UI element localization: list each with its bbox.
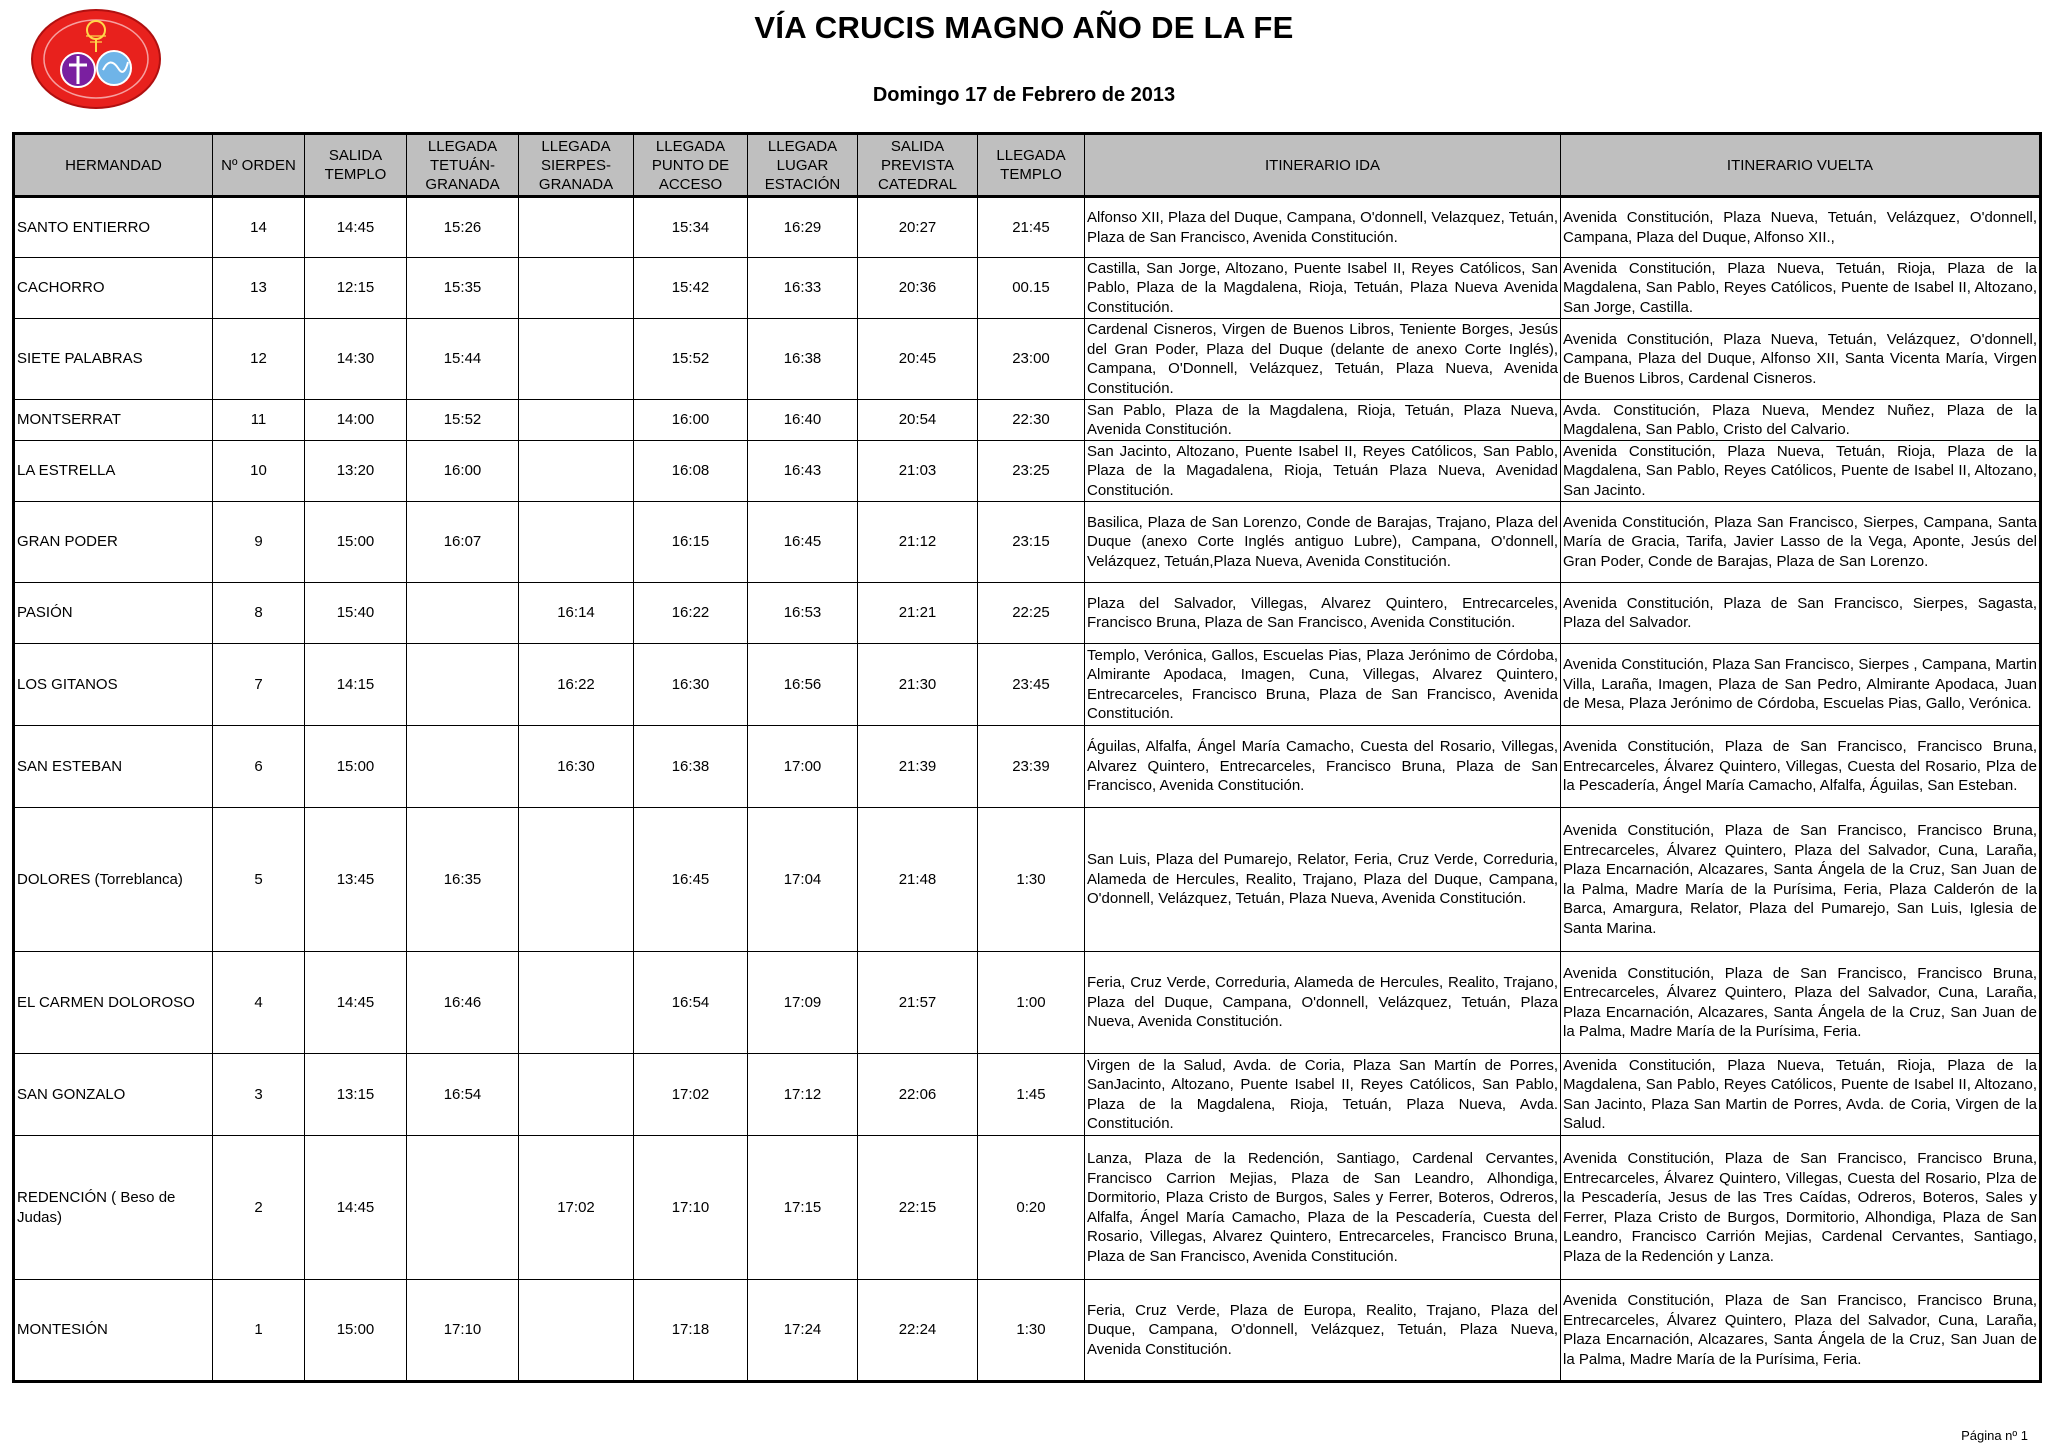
- cell-llegada-tetuan: [407, 583, 519, 644]
- col-llegada-acceso: LLEGADA PUNTO DE ACCESO: [634, 134, 748, 197]
- cell-itinerario-ida: Alfonso XII, Plaza del Duque, Campana, O'donnell, Velazquez, Tetuán, Plaza de San Francisco, Avenida Constitución.: [1085, 197, 1561, 258]
- cell-salida-catedral: 21:21: [858, 583, 978, 644]
- table-row: [14, 319, 2041, 400]
- cell-llegada-sierpes: [519, 400, 634, 441]
- cell-hermandad: LOS GITANOS: [14, 644, 213, 726]
- cell-hermandad: EL CARMEN DOLOROSO: [14, 952, 213, 1054]
- cell-llegada-templo: 00.15: [978, 258, 1085, 319]
- cell-salida-catedral: 22:24: [858, 1280, 978, 1382]
- cell-salida-templo: 14:00: [305, 400, 407, 441]
- cell-salida-templo: 15:00: [305, 1280, 407, 1382]
- cell-itinerario-ida: Feria, Cruz Verde, Correduria, Alameda de Hercules, Realito, Trajano, Plaza del Duque, Campana, O'donnell, Velázquez, Tetuán, Plaza Nueva, Avenida Constitución.: [1085, 952, 1561, 1054]
- cell-itinerario-vuelta: Avenida Constitución, Plaza Nueva, Tetuán, Rioja, Plaza de la Magdalena, San Pablo, Reyes Católicos, Puente de Isabel II, Altozano, San Jacinto, Plaza San Martin de Porres, Avda. de Coria, Virgen de la Salud.: [1561, 1054, 2041, 1136]
- cell-hermandad: SAN GONZALO: [14, 1054, 213, 1136]
- cell-orden: 7: [213, 644, 305, 726]
- cell-llegada-sierpes: [519, 197, 634, 258]
- cell-orden: 10: [213, 441, 305, 502]
- cell-salida-catedral: 22:06: [858, 1054, 978, 1136]
- cell-itinerario-vuelta: Avenida Constitución, Plaza de San Francisco, Francisco Bruna, Entrecarceles, Álvarez Quintero, Plaza del Salvador, Cuna, Laraña, Plaza Encarnación, Alcazares, Santa Ángela de la Cruz, San Juan de la Palma, Madre María de la Purísima, Feria.: [1561, 1280, 2041, 1382]
- cell-llegada-sierpes: [519, 952, 634, 1054]
- cell-llegada-estacion: 16:38: [748, 319, 858, 400]
- cell-llegada-acceso: 17:18: [634, 1280, 748, 1382]
- cell-itinerario-vuelta: Avenida Constitución, Plaza de San Francisco, Sierpes, Sagasta, Plaza del Salvador.: [1561, 583, 2041, 644]
- cell-llegada-estacion: 17:12: [748, 1054, 858, 1136]
- cell-llegada-templo: 1:30: [978, 808, 1085, 952]
- cell-itinerario-vuelta: Avenida Constitución, Plaza Nueva, Tetuán, Velázquez, O'donnell, Campana, Plaza del Duque, Alfonso XII.,: [1561, 197, 2041, 258]
- page-number: Página nº 1: [1961, 1428, 2028, 1443]
- cell-salida-templo: 14:30: [305, 319, 407, 400]
- cell-llegada-estacion: 17:04: [748, 808, 858, 952]
- cell-llegada-acceso: 15:34: [634, 197, 748, 258]
- cell-hermandad: REDENCIÓN ( Beso de Judas): [14, 1136, 213, 1280]
- cell-orden: 9: [213, 502, 305, 583]
- cell-llegada-tetuan: 16:46: [407, 952, 519, 1054]
- cell-orden: 11: [213, 400, 305, 441]
- table-row: [14, 808, 2041, 952]
- cell-itinerario-ida: Lanza, Plaza de la Redención, Santiago, Cardenal Cervantes, Francisco Carrion Mejias, Plaza de San Leandro, Alhondiga, Dormitorio, Plaza Cristo de Burgos, Sales y Ferrer, Boteros, Odreros, Alfalfa, Ángel María Camacho, Plaza de la Pescadería, Cuesta del Rosario, Villegas, Alvarez Quintero, Entrecarceles, Francisco Bruna, Plaza de San Francisco, Avenida Constitución.: [1085, 1136, 1561, 1280]
- cell-itinerario-vuelta: Avenida Constitución, Plaza de San Francisco, Francisco Bruna, Entrecarceles, Álvarez Quintero, Plaza del Salvador, Cuna, Laraña, Plaza Encarnación, Alcazares, Santa Ángela de la Cruz, San Juan de la Palma, Madre María de la Purísima, Feria, Plaza Calderón de la Barca, Amargura, Relator, Plaza del Pumarejo, San Luis, Iglesia de Santa Marina.: [1561, 808, 2041, 952]
- cell-itinerario-vuelta: Avenida Constitución, Plaza San Francisco, Sierpes , Campana, Martin Villa, Laraña, Imagen, Plaza de San Pedro, Almirante Apodaca, Juan de Mesa, Plaza Jerónimo de Córdoba, Escuelas Pias, Gallo, Verónica.: [1561, 644, 2041, 726]
- cell-llegada-estacion: 16:45: [748, 502, 858, 583]
- header-row: [14, 134, 2041, 197]
- cell-llegada-tetuan: 16:35: [407, 808, 519, 952]
- table-row: [14, 441, 2041, 502]
- cell-llegada-templo: 23:45: [978, 644, 1085, 726]
- cell-salida-templo: 14:45: [305, 197, 407, 258]
- cell-salida-catedral: 21:12: [858, 502, 978, 583]
- cell-orden: 4: [213, 952, 305, 1054]
- cell-llegada-sierpes: 16:22: [519, 644, 634, 726]
- cell-salida-templo: 13:45: [305, 808, 407, 952]
- cell-orden: 1: [213, 1280, 305, 1382]
- cell-llegada-estacion: 16:29: [748, 197, 858, 258]
- cell-salida-catedral: 21:48: [858, 808, 978, 952]
- cell-llegada-templo: 23:25: [978, 441, 1085, 502]
- cell-hermandad: SIETE PALABRAS: [14, 319, 213, 400]
- cell-llegada-tetuan: 16:00: [407, 441, 519, 502]
- cell-salida-catedral: 20:36: [858, 258, 978, 319]
- cell-itinerario-ida: Feria, Cruz Verde, Plaza de Europa, Realito, Trajano, Plaza del Duque, Campana, O'donnell, Velázquez, Tetuán, Plaza Nueva, Avenida Constitución.: [1085, 1280, 1561, 1382]
- cell-llegada-sierpes: [519, 441, 634, 502]
- cell-llegada-estacion: 17:00: [748, 726, 858, 808]
- cell-llegada-acceso: 15:42: [634, 258, 748, 319]
- cell-llegada-templo: 23:39: [978, 726, 1085, 808]
- cell-orden: 8: [213, 583, 305, 644]
- cell-llegada-tetuan: 15:52: [407, 400, 519, 441]
- cell-salida-templo: 13:15: [305, 1054, 407, 1136]
- cell-llegada-tetuan: 17:10: [407, 1280, 519, 1382]
- cell-llegada-acceso: 16:22: [634, 583, 748, 644]
- cell-llegada-tetuan: 15:26: [407, 197, 519, 258]
- cell-salida-templo: 15:40: [305, 583, 407, 644]
- cell-llegada-estacion: 17:24: [748, 1280, 858, 1382]
- cell-orden: 3: [213, 1054, 305, 1136]
- cell-llegada-tetuan: [407, 1136, 519, 1280]
- cell-llegada-templo: 0:20: [978, 1136, 1085, 1280]
- cell-itinerario-ida: Castilla, San Jorge, Altozano, Puente Isabel II, Reyes Católicos, San Pablo, Plaza de la Magdalena, Rioja, Tetuán, Plaza Nueva Avenida Constitución.: [1085, 258, 1561, 319]
- cell-llegada-sierpes: 16:30: [519, 726, 634, 808]
- cell-itinerario-vuelta: Avenida Constitución, Plaza de San Francisco, Francisco Bruna, Entrecarceles, Álvarez Quintero, Villegas, Cuesta del Rosario, Plza de la Pescadería, Jesus de las Tres Caídas, Odreros, Boteros, Sales y Ferrer, Plaza Cristo de Burgos, Dormitorio, Alhondiga, Plaza de San Leandro, Francisco Carrión Mejias, Cardenal Cervantes, Santiago, Plaza de la Redención y Lanza.: [1561, 1136, 2041, 1280]
- cell-salida-catedral: 20:27: [858, 197, 978, 258]
- cell-llegada-estacion: 16:53: [748, 583, 858, 644]
- col-llegada-templo: LLEGADA TEMPLO: [978, 134, 1085, 197]
- cell-llegada-acceso: 16:30: [634, 644, 748, 726]
- cell-llegada-templo: 1:00: [978, 952, 1085, 1054]
- cell-itinerario-vuelta: Avenida Constitución, Plaza Nueva, Tetuán, Velázquez, O'donnell, Campana, Plaza del Duque, Alfonso XII, Santa Vicenta María, Virgen de Buenos Libros, Cardenal Cisneros.: [1561, 319, 2041, 400]
- cell-itinerario-vuelta: Avda. Constitución, Plaza Nueva, Mendez Nuñez, Plaza de la Magdalena, San Pablo, Cristo del Calvario.: [1561, 400, 2041, 441]
- cell-orden: 5: [213, 808, 305, 952]
- cell-itinerario-vuelta: Avenida Constitución, Plaza San Francisco, Sierpes, Campana, Santa María de Gracia, Tarifa, Javier Lasso de la Vega, Aponte, Jesús del Gran Poder, Conde de Barajas, Plaza de San Lorenzo.: [1561, 502, 2041, 583]
- cell-orden: 14: [213, 197, 305, 258]
- cell-hermandad: MONTESIÓN: [14, 1280, 213, 1382]
- schedule-table: [12, 132, 2042, 1383]
- cell-itinerario-vuelta: Avenida Constitución, Plaza Nueva, Tetuán, Rioja, Plaza de la Magdalena, San Pablo, Reyes Católicos, Puente de Isabel II, Altozano, San Jacinto.: [1561, 441, 2041, 502]
- cell-llegada-acceso: 16:15: [634, 502, 748, 583]
- cell-llegada-sierpes: [519, 808, 634, 952]
- cell-salida-catedral: 21:30: [858, 644, 978, 726]
- cell-itinerario-vuelta: Avenida Constitución, Plaza de San Francisco, Francisco Bruna, Entrecarceles, Álvarez Quintero, Plaza del Salvador, Cuna, Laraña, Plaza Encarnación, Alcazares, Santa Ángela de la Cruz, San Juan de la Palma, Madre María de la Purísima, Feria.: [1561, 952, 2041, 1054]
- cell-salida-templo: 14:15: [305, 644, 407, 726]
- cell-llegada-tetuan: [407, 644, 519, 726]
- cell-salida-catedral: 22:15: [858, 1136, 978, 1280]
- document-title: VÍA CRUCIS MAGNO AÑO DE LA FE: [754, 10, 1294, 45]
- table-row: [14, 644, 2041, 726]
- document-date: Domingo 17 de Febrero de 2013: [872, 84, 1176, 106]
- col-orden: Nº ORDEN: [213, 134, 305, 197]
- table-row: [14, 726, 2041, 808]
- cell-llegada-sierpes: [519, 1280, 634, 1382]
- col-llegada-tetuan: LLEGADA TETUÁN-GRANADA: [407, 134, 519, 197]
- table-row: [14, 502, 2041, 583]
- cell-salida-templo: 12:15: [305, 258, 407, 319]
- cell-itinerario-ida: Templo, Verónica, Gallos, Escuelas Pias, Plaza Jerónimo de Córdoba, Almirante Apodaca, Imagen, Cuna, Villegas, Alvarez Quintero, Entrecarceles, Francisco Bruna, Plaza de San Francisco, Avenida Constitución.: [1085, 644, 1561, 726]
- cell-hermandad: SAN ESTEBAN: [14, 726, 213, 808]
- cell-llegada-templo: 22:30: [978, 400, 1085, 441]
- col-llegada-sierpes: LLEGADA SIERPES-GRANADA: [519, 134, 634, 197]
- table-row: [14, 1280, 2041, 1382]
- cell-salida-catedral: 21:03: [858, 441, 978, 502]
- cell-itinerario-ida: San Luis, Plaza del Pumarejo, Relator, Feria, Cruz Verde, Correduria, Alameda de Hercules, Realito, Trajano, Plaza del Duque, Campana, O'donnell, Velázquez, Tetuán, Plaza Nueva, Avenida Constitución.: [1085, 808, 1561, 952]
- cell-llegada-sierpes: [519, 258, 634, 319]
- cell-llegada-templo: 23:00: [978, 319, 1085, 400]
- col-llegada-estacion: LLEGADA LUGAR ESTACIÓN: [748, 134, 858, 197]
- cell-hermandad: CACHORRO: [14, 258, 213, 319]
- cell-llegada-templo: 22:25: [978, 583, 1085, 644]
- table-row: [14, 952, 2041, 1054]
- table-row: [14, 583, 2041, 644]
- cell-llegada-tetuan: [407, 726, 519, 808]
- cell-llegada-acceso: 16:00: [634, 400, 748, 441]
- cell-itinerario-ida: Basilica, Plaza de San Lorenzo, Conde de Barajas, Trajano, Plaza del Duque (anexo Corte Inglés antiguo Lubre), Campana, O'donnell, Velázquez, Tetuán,Plaza Nueva, Avenida Constitución.: [1085, 502, 1561, 583]
- col-salida-catedral: SALIDA PREVISTA CATEDRAL: [858, 134, 978, 197]
- cell-hermandad: MONTSERRAT: [14, 400, 213, 441]
- cell-llegada-sierpes: 17:02: [519, 1136, 634, 1280]
- cell-llegada-estacion: 16:56: [748, 644, 858, 726]
- cell-llegada-templo: 1:45: [978, 1054, 1085, 1136]
- cell-llegada-tetuan: 16:54: [407, 1054, 519, 1136]
- cell-salida-catedral: 20:45: [858, 319, 978, 400]
- cell-llegada-tetuan: 15:35: [407, 258, 519, 319]
- cell-hermandad: PASIÓN: [14, 583, 213, 644]
- cell-itinerario-ida: Plaza del Salvador, Villegas, Alvarez Quintero, Entrecarceles, Francisco Bruna, Plaza de San Francisco, Avenida Constitución.: [1085, 583, 1561, 644]
- cell-salida-templo: 15:00: [305, 502, 407, 583]
- cell-llegada-estacion: 17:09: [748, 952, 858, 1054]
- cell-hermandad: DOLORES (Torreblanca): [14, 808, 213, 952]
- cell-llegada-estacion: 16:33: [748, 258, 858, 319]
- cell-llegada-sierpes: [519, 319, 634, 400]
- col-salida-templo: SALIDA TEMPLO: [305, 134, 407, 197]
- table-row: [14, 1054, 2041, 1136]
- cell-orden: 2: [213, 1136, 305, 1280]
- cell-salida-catedral: 21:39: [858, 726, 978, 808]
- cell-salida-templo: 14:45: [305, 1136, 407, 1280]
- cell-llegada-acceso: 15:52: [634, 319, 748, 400]
- table-row: [14, 1136, 2041, 1280]
- cell-llegada-acceso: 17:10: [634, 1136, 748, 1280]
- cell-salida-catedral: 21:57: [858, 952, 978, 1054]
- cell-itinerario-ida: San Pablo, Plaza de la Magdalena, Rioja, Tetuán, Plaza Nueva, Avenida Constitución.: [1085, 400, 1561, 441]
- cell-llegada-estacion: 16:43: [748, 441, 858, 502]
- cell-llegada-sierpes: 16:14: [519, 583, 634, 644]
- cell-salida-catedral: 20:54: [858, 400, 978, 441]
- cell-llegada-tetuan: 15:44: [407, 319, 519, 400]
- cell-llegada-tetuan: 16:07: [407, 502, 519, 583]
- cell-salida-templo: 13:20: [305, 441, 407, 502]
- cell-llegada-acceso: 16:08: [634, 441, 748, 502]
- cell-hermandad: LA ESTRELLA: [14, 441, 213, 502]
- cell-orden: 6: [213, 726, 305, 808]
- cell-llegada-templo: 1:30: [978, 1280, 1085, 1382]
- cell-llegada-acceso: 16:38: [634, 726, 748, 808]
- cell-llegada-acceso: 16:54: [634, 952, 748, 1054]
- cell-orden: 13: [213, 258, 305, 319]
- cell-llegada-templo: 21:45: [978, 197, 1085, 258]
- cell-llegada-acceso: 16:45: [634, 808, 748, 952]
- cell-llegada-templo: 23:15: [978, 502, 1085, 583]
- cell-orden: 12: [213, 319, 305, 400]
- cell-llegada-sierpes: [519, 502, 634, 583]
- cell-hermandad: GRAN PODER: [14, 502, 213, 583]
- cell-llegada-sierpes: [519, 1054, 634, 1136]
- col-itinerario-vuelta: ITINERARIO VUELTA: [1561, 134, 2041, 197]
- cell-hermandad: SANTO ENTIERRO: [14, 197, 213, 258]
- cell-itinerario-vuelta: Avenida Constitución, Plaza de San Francisco, Francisco Bruna, Entrecarceles, Álvarez Quintero, Villegas, Cuesta del Rosario, Plza de la Pescadería, Ángel María Camacho, Alfalfa, Águilas, San Esteban.: [1561, 726, 2041, 808]
- table-row: [14, 400, 2041, 441]
- cell-itinerario-ida: San Jacinto, Altozano, Puente Isabel II, Reyes Católicos, San Pablo, Plaza de la Magadalena, Rioja, Tetuán Plaza Nueva, Avenidad Constitución.: [1085, 441, 1561, 502]
- cell-salida-templo: 14:45: [305, 952, 407, 1054]
- cell-itinerario-ida: Águilas, Alfalfa, Ángel María Camacho, Cuesta del Rosario, Villegas, Alvarez Quintero, Entrecarceles, Francisco Bruna, Plaza de San Francisco, Avenida Constitución.: [1085, 726, 1561, 808]
- cell-itinerario-ida: Cardenal Cisneros, Virgen de Buenos Libros, Teniente Borges, Jesús del Gran Poder, Plaza del Duque (delante de anexo Corte Inglés), Campana, O'Donnell, Velázquez, Tetuán, Plaza Nueva, Avenida Constitución.: [1085, 319, 1561, 400]
- table-row: [14, 197, 2041, 258]
- cell-llegada-estacion: 16:40: [748, 400, 858, 441]
- col-itinerario-ida: ITINERARIO IDA: [1085, 134, 1561, 197]
- cell-salida-templo: 15:00: [305, 726, 407, 808]
- cell-llegada-acceso: 17:02: [634, 1054, 748, 1136]
- cell-llegada-estacion: 17:15: [748, 1136, 858, 1280]
- col-hermandad: HERMANDAD: [14, 134, 213, 197]
- table-row: [14, 258, 2041, 319]
- cell-itinerario-ida: Virgen de la Salud, Avda. de Coria, Plaza San Martín de Porres, SanJacinto, Altozano, Puente Isabel II, Reyes Católicos, San Pablo, Plaza de la Magdalena, Rioja, Tetuán, Plaza Nueva, Avda. Constitución.: [1085, 1054, 1561, 1136]
- cell-itinerario-vuelta: Avenida Constitución, Plaza Nueva, Tetuán, Rioja, Plaza de la Magdalena, San Pablo, Reyes Católicos, Puente de Isabel II, Altozano, San Jorge, Castilla.: [1561, 258, 2041, 319]
